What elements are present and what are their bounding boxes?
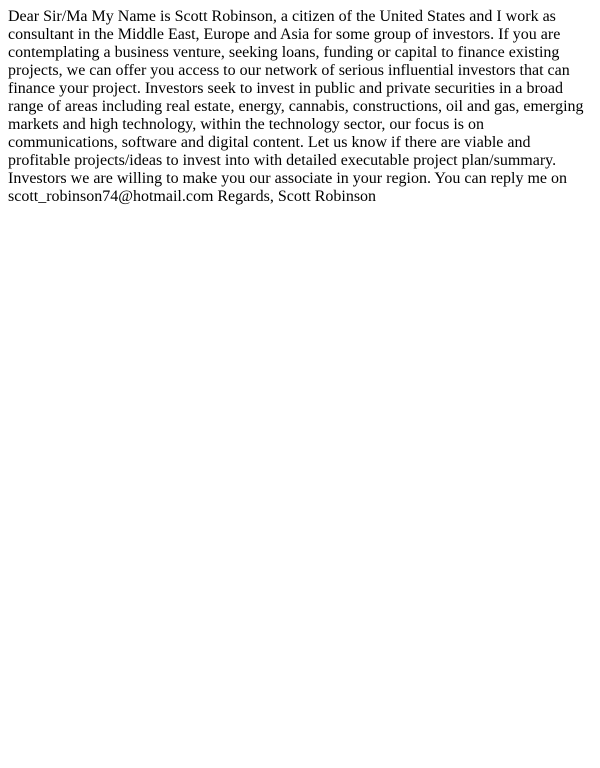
email-body-text: Dear Sir/Ma My Name is Scott Robinson, a citizen of the United States and I work as consultant in the Middle East, Europe and Asia for some group of investors. If you are contemplating a business venture, seeking loans, funding or capital to finance existing projects, we can offer you access to our network of serious influential investors that can finance your project. Investors seek to invest in public and private securities in a broad range of areas including real estate, energy, cannabis, constructions, oil and gas, emerging markets and high technology, within the technology sector, our focus is on communications, software and digital content. Let us know if there are viable and profitable projects/ideas to invest into with detailed executable project plan/summary. Investors we are willing to make you our associate in your region. You can reply me on scott_robinson74@hotmail.com Regards, Scott Robinson xyxy=(8,8,584,205)
